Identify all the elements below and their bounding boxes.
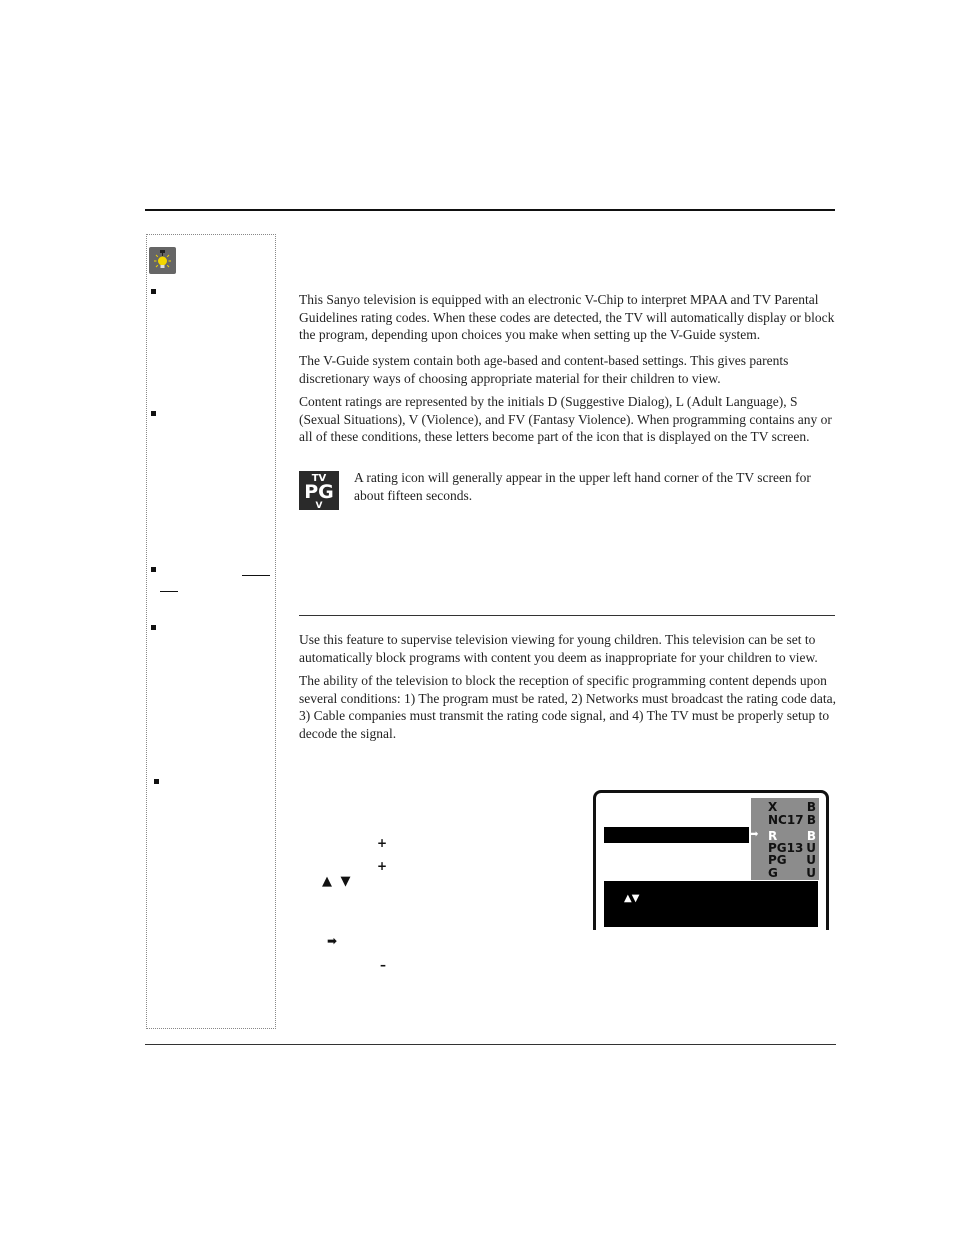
up-down-arrow-icons: ▲▼ — [624, 893, 640, 904]
rating-status: B — [806, 813, 816, 827]
tip-bullet — [151, 289, 156, 294]
bottom-rule — [145, 1044, 836, 1045]
minus-symbol: – — [380, 958, 386, 972]
tips-sidebar — [146, 234, 276, 1029]
rating-status: U — [806, 853, 816, 867]
vguide-intro-paragraph: This Sanyo television is equipped with an electronic V-Chip to interpret MPAA and TV Parental Guidelines rating codes. When these codes are detected, the TV will automatically display or block the program, depending upon choices you make when setting up the V-Guide system. — [299, 292, 835, 342]
rating-status: U — [806, 866, 816, 880]
plus-symbol: + — [377, 836, 388, 850]
rating-name: NC17 — [768, 813, 804, 827]
rating-icon-tv-text: TV — [311, 473, 327, 484]
supervision-intro-paragraph: Use this feature to supervise television viewing for young children. This television can be set to automatically block programs with content you deem as inappropriate for your children to view. — [299, 632, 818, 665]
rating-status: B — [806, 829, 816, 843]
rating-name: PG13 — [768, 841, 804, 855]
rating-icon-v-text: V — [315, 501, 323, 510]
rating-icon-caption: A rating icon will generally appear in the upper left hand corner of the TV screen for about fifteen seconds. — [354, 470, 811, 503]
rating-status: U — [806, 841, 816, 855]
tv-screen-menu — [593, 790, 829, 930]
rating-name: X — [768, 800, 778, 814]
plus-symbol: + — [377, 859, 388, 873]
section-divider — [299, 615, 835, 616]
underline-mark — [160, 591, 178, 592]
tip-bullet — [151, 625, 156, 630]
tip-bullet — [151, 411, 156, 416]
rating-list — [751, 798, 819, 880]
rating-name: PG — [768, 853, 787, 867]
rating-icon-pg-text: PG — [304, 481, 334, 503]
vguide-settings-paragraph: The V-Guide system contain both age-based and content-based settings. This gives parents discretionary ways of choosing appropriate material for their children to view. — [299, 353, 789, 386]
selected-rating-arrow-icon: ➡ — [750, 829, 759, 840]
blocking-conditions-paragraph: The ability of the television to block the reception of specific programming content depends upon several conditions: 1) The program must be rated, 2) Networks must broadcast the rating code data, 3) Cable companies must transmit the rating code signal, and 4) The TV must be properly setup to decode the signal. — [299, 673, 836, 741]
menu-instruction-panel — [604, 881, 818, 927]
rating-name: G — [768, 866, 778, 880]
tv-pg-v-rating-icon — [299, 471, 339, 510]
underline-mark — [242, 575, 270, 576]
rating-name: R — [768, 829, 778, 843]
tip-bullet — [154, 779, 159, 784]
lightbulb-icon — [149, 247, 176, 274]
tip-bullet — [151, 567, 156, 572]
right-arrow-icon: ➡ — [327, 934, 338, 948]
rating-status: B — [806, 800, 816, 814]
rating-row-nc17 — [751, 814, 819, 827]
up-down-arrow-icons: ▲ ▼ — [322, 874, 351, 889]
content-ratings-paragraph: Content ratings are represented by the initials D (Suggestive Dialog), L (Adult Language), S (Sexual Situations), V (Violence), and FV (Fantasy Violence). When programming contains any or all of these conditions, these letters become part of the icon that is displayed on the TV screen. — [299, 394, 832, 444]
top-rule — [145, 209, 835, 211]
rating-row-g — [751, 867, 819, 880]
menu-selection-bar — [604, 827, 749, 843]
lightbulb-icon-graphic — [149, 247, 176, 274]
